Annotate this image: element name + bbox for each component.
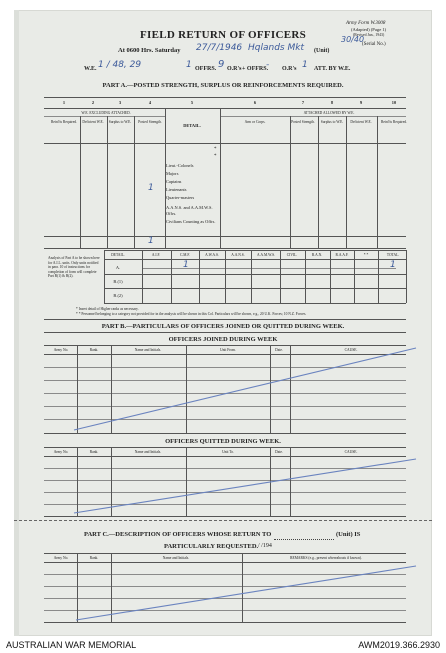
joined-col-name: Name and Initials. xyxy=(134,348,162,352)
ors-att-label: O.R's xyxy=(282,66,297,72)
hdr-surplus-we: Surplus to W.E. xyxy=(108,120,132,124)
col-number-5: 5 xyxy=(190,100,194,105)
analysis-col-aans: A.A.N.S. xyxy=(231,253,245,257)
serial-number-value: 30/40 xyxy=(341,35,365,44)
return-time-label: At 0600 Hrs. Saturday xyxy=(118,47,181,54)
rank-majors: Majors xyxy=(166,171,179,176)
analysis-col-ran: R.A.N. xyxy=(311,253,323,257)
analysis-col-aamws: A.A.M.W.S. xyxy=(257,253,275,257)
part-b-title: PART B.—PARTICULARS OF OFFICERS JOINED OR QUITTED DURING WEEK. xyxy=(101,323,345,330)
part-c-col-army-no: Army No. xyxy=(53,556,69,560)
analysis-row-b2: B.(2) xyxy=(113,293,123,298)
rank-aans-aamws: A.A.N.S. and A.A.M.W.S. Offrs. xyxy=(166,205,213,216)
quitted-col-cause: CAUSE. xyxy=(344,450,358,454)
plus-offrs-value: - xyxy=(266,60,270,70)
rank-quarter-masters: Quarter-masters xyxy=(166,195,195,200)
col-number-7: 7 xyxy=(301,100,305,105)
rank-lieutenants: Lieutenants xyxy=(166,187,187,192)
hdr-detail: DETAIL. xyxy=(183,123,201,128)
analysis-col-awas: A.W.A.S. xyxy=(205,253,219,257)
hdr-reinf-attached: Rein'fts Required. xyxy=(381,120,407,124)
joined-col-cause: CAUSE. xyxy=(344,348,358,352)
serial-label: (Serial No.) xyxy=(362,42,386,47)
rank-captains: Captains xyxy=(166,179,182,184)
analysis-col-total: TOTAL. xyxy=(386,253,400,257)
joined-col-unit-from: Unit From. xyxy=(220,348,236,352)
quitted-col-name: Name and Initials. xyxy=(134,450,162,454)
hdr-arm-or-corps: Arm or Corps. xyxy=(244,120,266,124)
we-value: 1 / 48, 29 xyxy=(98,60,142,70)
we-label: W.E. xyxy=(84,66,97,72)
analysis-col-detail: DETAIL. xyxy=(111,253,125,257)
col-number-2: 2 xyxy=(91,100,95,105)
footnote-other-category: * * Personnel belonging to a category not provided for in the analysis will be shown in this Col. Particulars will be shown, e.g., 20 U.K. Forces; 10 N.Z. Forces. xyxy=(76,312,307,316)
ors-att-value: 1 xyxy=(302,60,308,70)
unit-name-value: Hqlands Mkt xyxy=(248,43,304,53)
unit-label: (Unit) xyxy=(314,48,330,54)
analysis-cmf-value: 1 xyxy=(183,260,189,270)
group-attached-allowed: ATTACHED ALLOWED BY W.E. xyxy=(303,111,355,115)
quitted-col-rank: Rank. xyxy=(89,450,99,454)
joined-title: OFFICERS JOINED DURING WEEK xyxy=(168,336,278,343)
hdr-surplus-attached: Surplus to W.E. xyxy=(320,120,344,124)
part-c-title: PART C.—DESCRIPTION OF OFFICERS WHOSE RETURN TO xyxy=(84,531,272,538)
posted-strength-value: 1 xyxy=(148,183,154,193)
att-by-we-label: ATT. BY W.E. xyxy=(314,66,351,72)
form-title: FIELD RETURN OF OFFICERS xyxy=(139,29,307,41)
col-number-3: 3 xyxy=(118,100,122,105)
analysis-col-civil: CIVIL. xyxy=(286,253,298,257)
joined-col-date: Date. xyxy=(275,348,283,352)
part-a-title: PART A.—POSTED STRENGTH, SURPLUS OR REINFORCEMENTS REQUIRED. xyxy=(102,82,344,89)
footnote-higher-ranks: * Insert detail of Higher ranks as necessary. xyxy=(76,307,139,311)
form-sheet: Army Form W.3008 (Adapted) (Page 1) (Revised Jan., 1943) 30/40 (Serial No.) FIELD RETURN OF OFFICERS At 0600 Hrs. Saturday 27/7/1946 Hqlands Mkt (Unit) W.E. 1 / 48, 29 1 OFFRS. 9 O.R's + OFFRS. - O.R's 1 ATT. BY W.E. PART A.—POSTED STRENGTH, SURPLUS OR REINFORCEMENTS REQUIRED. 1 2 3 4 5 6 7 8 9 10 W.E. EXCLUDING ATTACHED. ATTACHED ALLOWED BY W.E. Rein'fts Required. Deficient W.E. Surplus to W.E. Posted Strength. DETAIL. Arm or Corps. Posted Strength. Surplus to W.E. Deficient W.E. Rein'fts Required. * * Lieut.-Colonels Majors Captains Lieutenants Quarter-masters A.A.N.S. and A.A.M.W.S. Offrs. Civilians Counting as Offrs. 1 1 Analysis of Part A to be shown here for A.I.L. units. Only units notified in para. 10 of instructions for completion of form will complete Part B(1) & B(2). DETAIL. A.I.F. C.M.F. A.W.A.S. A.A.N.S. A.A.M.W.S. CIVIL. R.A.N. R.A.A.F. * * TOTAL. A. 1 1 B.(1) B.(2) * Insert detail of Higher ranks as necessary. * * Personnel belonging to a category not provided for in the analysis will be shown in this Col. Particulars will be shown, e.g., 20 U.K. Forces; 10 N.Z. Forces. PART B.—PARTICULARS OF OFFICERS JOINED OR QUITTED DURING WEEK. OFFICERS JOINED DURING WEEK Army No. Rank. Name and Initials. Unit From. Date. CAUSE. OFFICERS QUITTED DURING WEEK. Army No. Rank. Name and Initials. Unit To. Date. CAUSE. PART C.—DESCRIPTION OF OFFICERS WHOSE RETURN TO (Unit) IS PARTICULARLY REQUESTED. / /194 Army No. Rank. Name and Initials. REMARKS (e.g., present whereabouts if known). xyxy=(14,10,432,636)
analysis-row-a: A. xyxy=(115,265,121,270)
part-c-col-remarks: REMARKS (e.g., present whereabouts if known). xyxy=(290,556,362,560)
plus-offrs-label: + OFFRS. xyxy=(242,66,269,72)
col-number-6: 6 xyxy=(253,100,257,105)
ors-value: 9 xyxy=(218,59,225,70)
col-number-9: 9 xyxy=(359,100,363,105)
hdr-posted-strength-attached: Posted Strength. xyxy=(291,120,315,124)
hdr-posted-strength: Posted Strength. xyxy=(138,120,162,124)
part-c-unit-is: (Unit) IS xyxy=(336,531,361,538)
quitted-col-unit-to: Unit To. xyxy=(222,450,234,454)
analysis-col-raaf: R.A.A.F. xyxy=(335,253,349,257)
part-c-col-rank: Rank. xyxy=(89,556,99,560)
analysis-col-aif: A.I.F. xyxy=(151,253,161,257)
form-id-line2: (Adapted) (Page 1) xyxy=(351,27,387,32)
quitted-title: OFFICERS QUITTED DURING WEEK. xyxy=(165,438,281,445)
analysis-note: Analysis of Part A to be shown here for A.I.L. units. Only units notified in para. 10 of instructions for completion of form will complete Part B(1) & B(2). xyxy=(48,256,100,279)
col-number-1: 1 xyxy=(62,100,66,105)
ors-label: O.R's xyxy=(227,66,242,72)
footer-bar xyxy=(0,638,446,653)
joined-col-rank: Rank. xyxy=(89,348,99,352)
part-c-date: / /194 xyxy=(258,543,272,549)
analysis-total-value: 1 xyxy=(390,260,396,270)
strike-through-marks xyxy=(14,10,432,636)
rank-civilians: Civilians Counting as Offrs. xyxy=(166,219,216,224)
offrs-value: 1 xyxy=(186,60,192,70)
return-date-value: 27/7/1946 xyxy=(196,43,243,53)
joined-col-army-no: Army No. xyxy=(53,348,69,352)
offrs-label: OFFRS. xyxy=(195,66,217,72)
footer-accession-number: AWM2019.366.2930 xyxy=(358,640,440,650)
analysis-row-b1: B.(1) xyxy=(113,279,123,284)
part-c-requested: PARTICULARLY REQUESTED. xyxy=(164,543,259,550)
rank-lieut-colonels: Lieut.-Colonels xyxy=(166,163,194,168)
col-number-4: 4 xyxy=(148,100,152,105)
hdr-deficient-attached: Deficient W.E. xyxy=(350,120,372,124)
form-id-line1: Army Form W.3008 xyxy=(346,21,386,26)
quitted-col-date: Date. xyxy=(275,450,283,454)
analysis-col-other: * * xyxy=(363,253,369,257)
hdr-deficient-we: Deficient W.E. xyxy=(82,120,104,124)
analysis-col-cmf: C.M.F. xyxy=(180,253,190,257)
hdr-reinf-required: Rein'fts Required. xyxy=(51,120,77,124)
group-excluding-attached: W.E. EXCLUDING ATTACHED. xyxy=(81,111,131,115)
col-number-8: 8 xyxy=(330,100,334,105)
footer-institution: AUSTRALIAN WAR MEMORIAL xyxy=(6,640,137,650)
posted-total-value: 1 xyxy=(148,236,154,246)
col-number-10: 10 xyxy=(391,100,397,105)
form-id-line3: (Revised Jan., 1943) xyxy=(353,33,385,37)
quitted-col-army-no: Army No. xyxy=(53,450,69,454)
part-c-col-name: Name and Initials. xyxy=(162,556,190,560)
